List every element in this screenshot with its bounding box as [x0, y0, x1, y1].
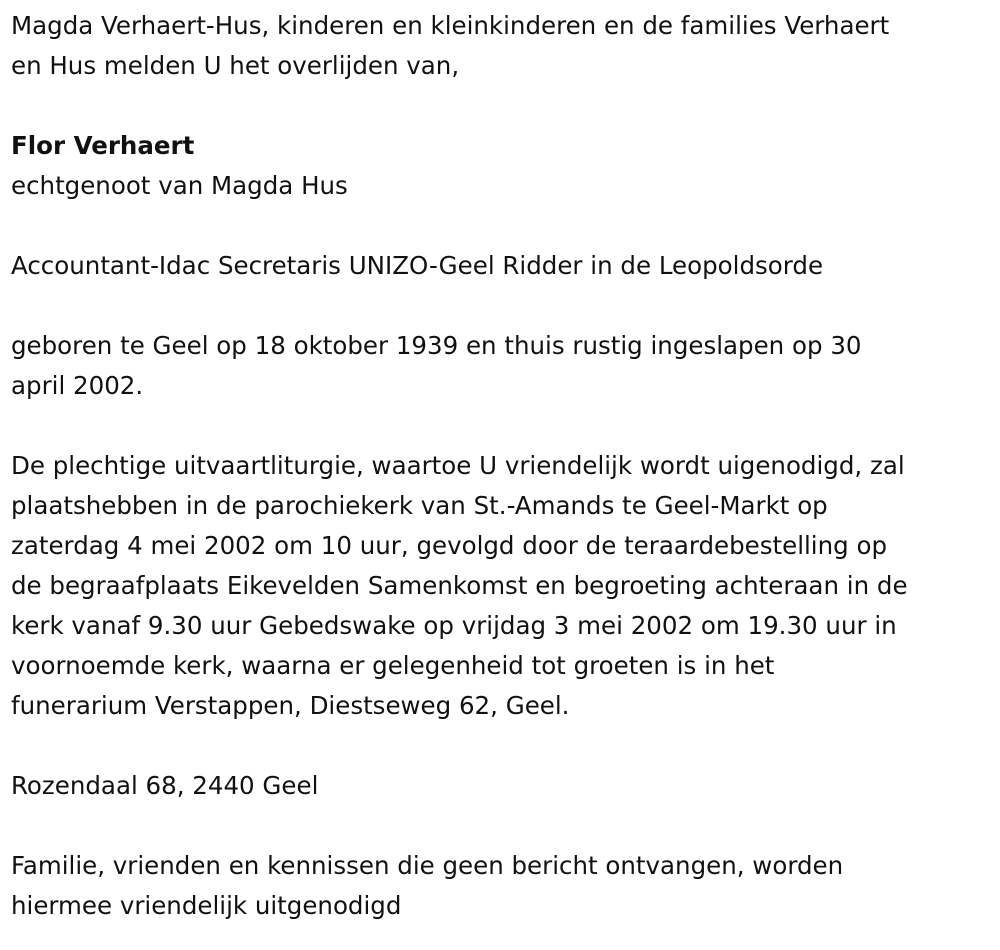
- titles-text: Accountant-Idac Secretaris UNIZO-Geel Ridder in de Leopoldsorde: [11, 251, 824, 280]
- deceased-name: Flor Verhaert: [11, 131, 195, 160]
- birth-death-text: geboren te Geel op 18 oktober 1939 en thuis rustig ingeslapen op 30 april 2002.: [11, 331, 862, 400]
- spacer: [11, 806, 993, 846]
- spacer: [11, 206, 993, 246]
- closing-text: Familie, vrienden en kennissen die geen bericht ontvangen, worden hiermee vriendelijk uitgenodigd: [11, 851, 844, 920]
- spacer: [11, 726, 993, 766]
- spacer: [11, 86, 993, 126]
- funeral-text: De plechtige uitvaartliturgie, waartoe U vriendelijk wordt uigenodigd, zal plaatshebben in de parochiekerk van St.-Amands te Geel-Markt op zaterdag 4 mei 2002 om 10 uur, gevolgd door de teraardebestelling op de begraafplaats Eikevelden Samenkomst en begroeting achteraan in de kerk vanaf 9.30 uur Gebedswake op vrijdag 3 mei 2002 om 19.30 uur in voornoemde kerk, waarna er gelegenheid tot groeten is in het funerarium Verstappen, Diestseweg 62, Geel.: [11, 451, 908, 720]
- spacer: [11, 286, 993, 326]
- death-announcement: [11, 6, 993, 926]
- spacer: [11, 406, 993, 446]
- intro-text: Magda Verhaert-Hus, kinderen en kleinkinderen en de families Verhaert en Hus melden U het overlijden van,: [11, 11, 890, 80]
- spouse-text: echtgenoot van Magda Hus: [11, 171, 348, 200]
- address-text: Rozendaal 68, 2440 Geel: [11, 771, 319, 800]
